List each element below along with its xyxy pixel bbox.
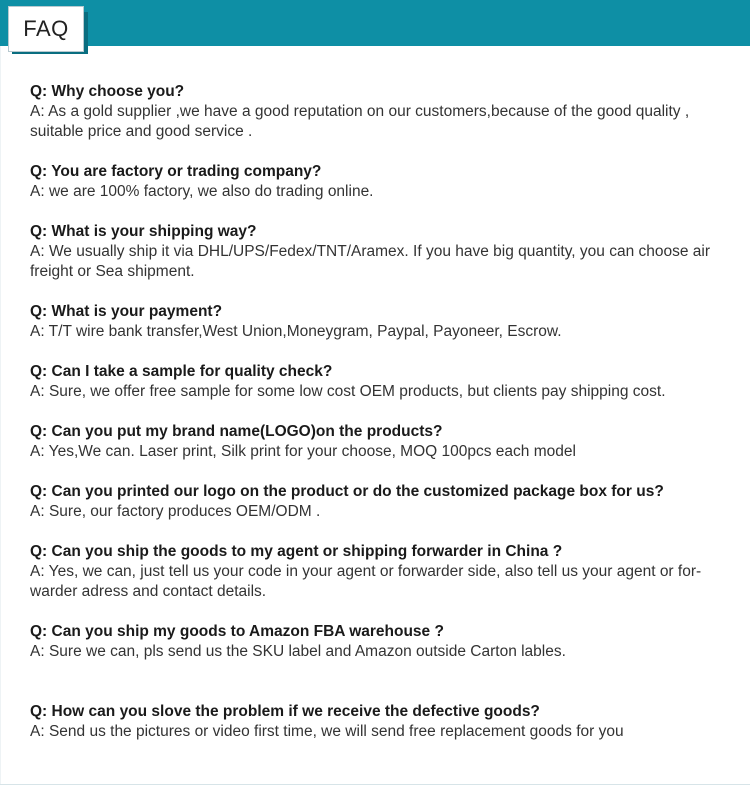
faq-item (30, 222, 730, 282)
faq-answer: A: T/T wire bank transfer,West Union,Moneygram, Paypal, Payoneer, Escrow. (30, 323, 562, 340)
faq-answer: A: Sure we can, pls send us the SKU label and Amazon outside Carton lables. (30, 643, 566, 660)
faq-item (30, 482, 730, 522)
faq-question: Q: What is your shipping way? (30, 223, 257, 240)
faq-item (30, 82, 730, 142)
faq-question: Q: Why choose you? (30, 83, 185, 100)
faq-title-tab (8, 6, 84, 52)
left-divider (0, 46, 1, 784)
faq-answer: A: Yes, we can, just tell us your code in your agent or forwarder side, also tell us your agent or for-warder adress and contact details. (30, 563, 702, 600)
faq-answer: A: Yes,We can. Laser print, Silk print for your choose, MOQ 100pcs each model (30, 443, 576, 460)
faq-answer: A: As a gold supplier ,we have a good reputation on our customers,because of the good quality , suitable price and good service . (30, 103, 690, 140)
faq-question: Q: Can I take a sample for quality check? (30, 363, 333, 380)
faq-question: Q: What is your payment? (30, 303, 223, 320)
faq-item (30, 302, 730, 342)
faq-answer: A: Send us the pictures or video first time, we will send free replacement goods for you (30, 723, 624, 740)
faq-answer: A: we are 100% factory, we also do trading online. (30, 183, 374, 200)
faq-item (30, 162, 730, 202)
faq-item (30, 622, 730, 662)
faq-question: Q: You are factory or trading company? (30, 163, 322, 180)
faq-answer: A: Sure, we offer free sample for some low cost OEM products, but clients pay shipping cost. (30, 383, 666, 400)
faq-question: Q: Can you ship my goods to Amazon FBA warehouse ? (30, 623, 444, 640)
header-bar (0, 0, 750, 46)
faq-question: Q: Can you put my brand name(LOGO)on the products? (30, 423, 443, 440)
faq-item (30, 362, 730, 402)
faq-item (30, 422, 730, 462)
faq-answer: A: We usually ship it via DHL/UPS/Fedex/TNT/Aramex. If you have big quantity, you can choose air freight or Sea shipment. (30, 243, 711, 280)
faq-question: Q: How can you slove the problem if we receive the defective goods? (30, 703, 540, 720)
faq-item (30, 542, 730, 602)
faq-question: Q: Can you printed our logo on the product or do the customized package box for us? (30, 483, 664, 500)
faq-answer: A: Sure, our factory produces OEM/ODM . (30, 503, 321, 520)
faq-item (30, 702, 730, 742)
faq-question: Q: Can you ship the goods to my agent or shipping forwarder in China ? (30, 543, 563, 560)
faq-title: FAQ (23, 16, 69, 41)
bottom-divider (0, 784, 750, 785)
